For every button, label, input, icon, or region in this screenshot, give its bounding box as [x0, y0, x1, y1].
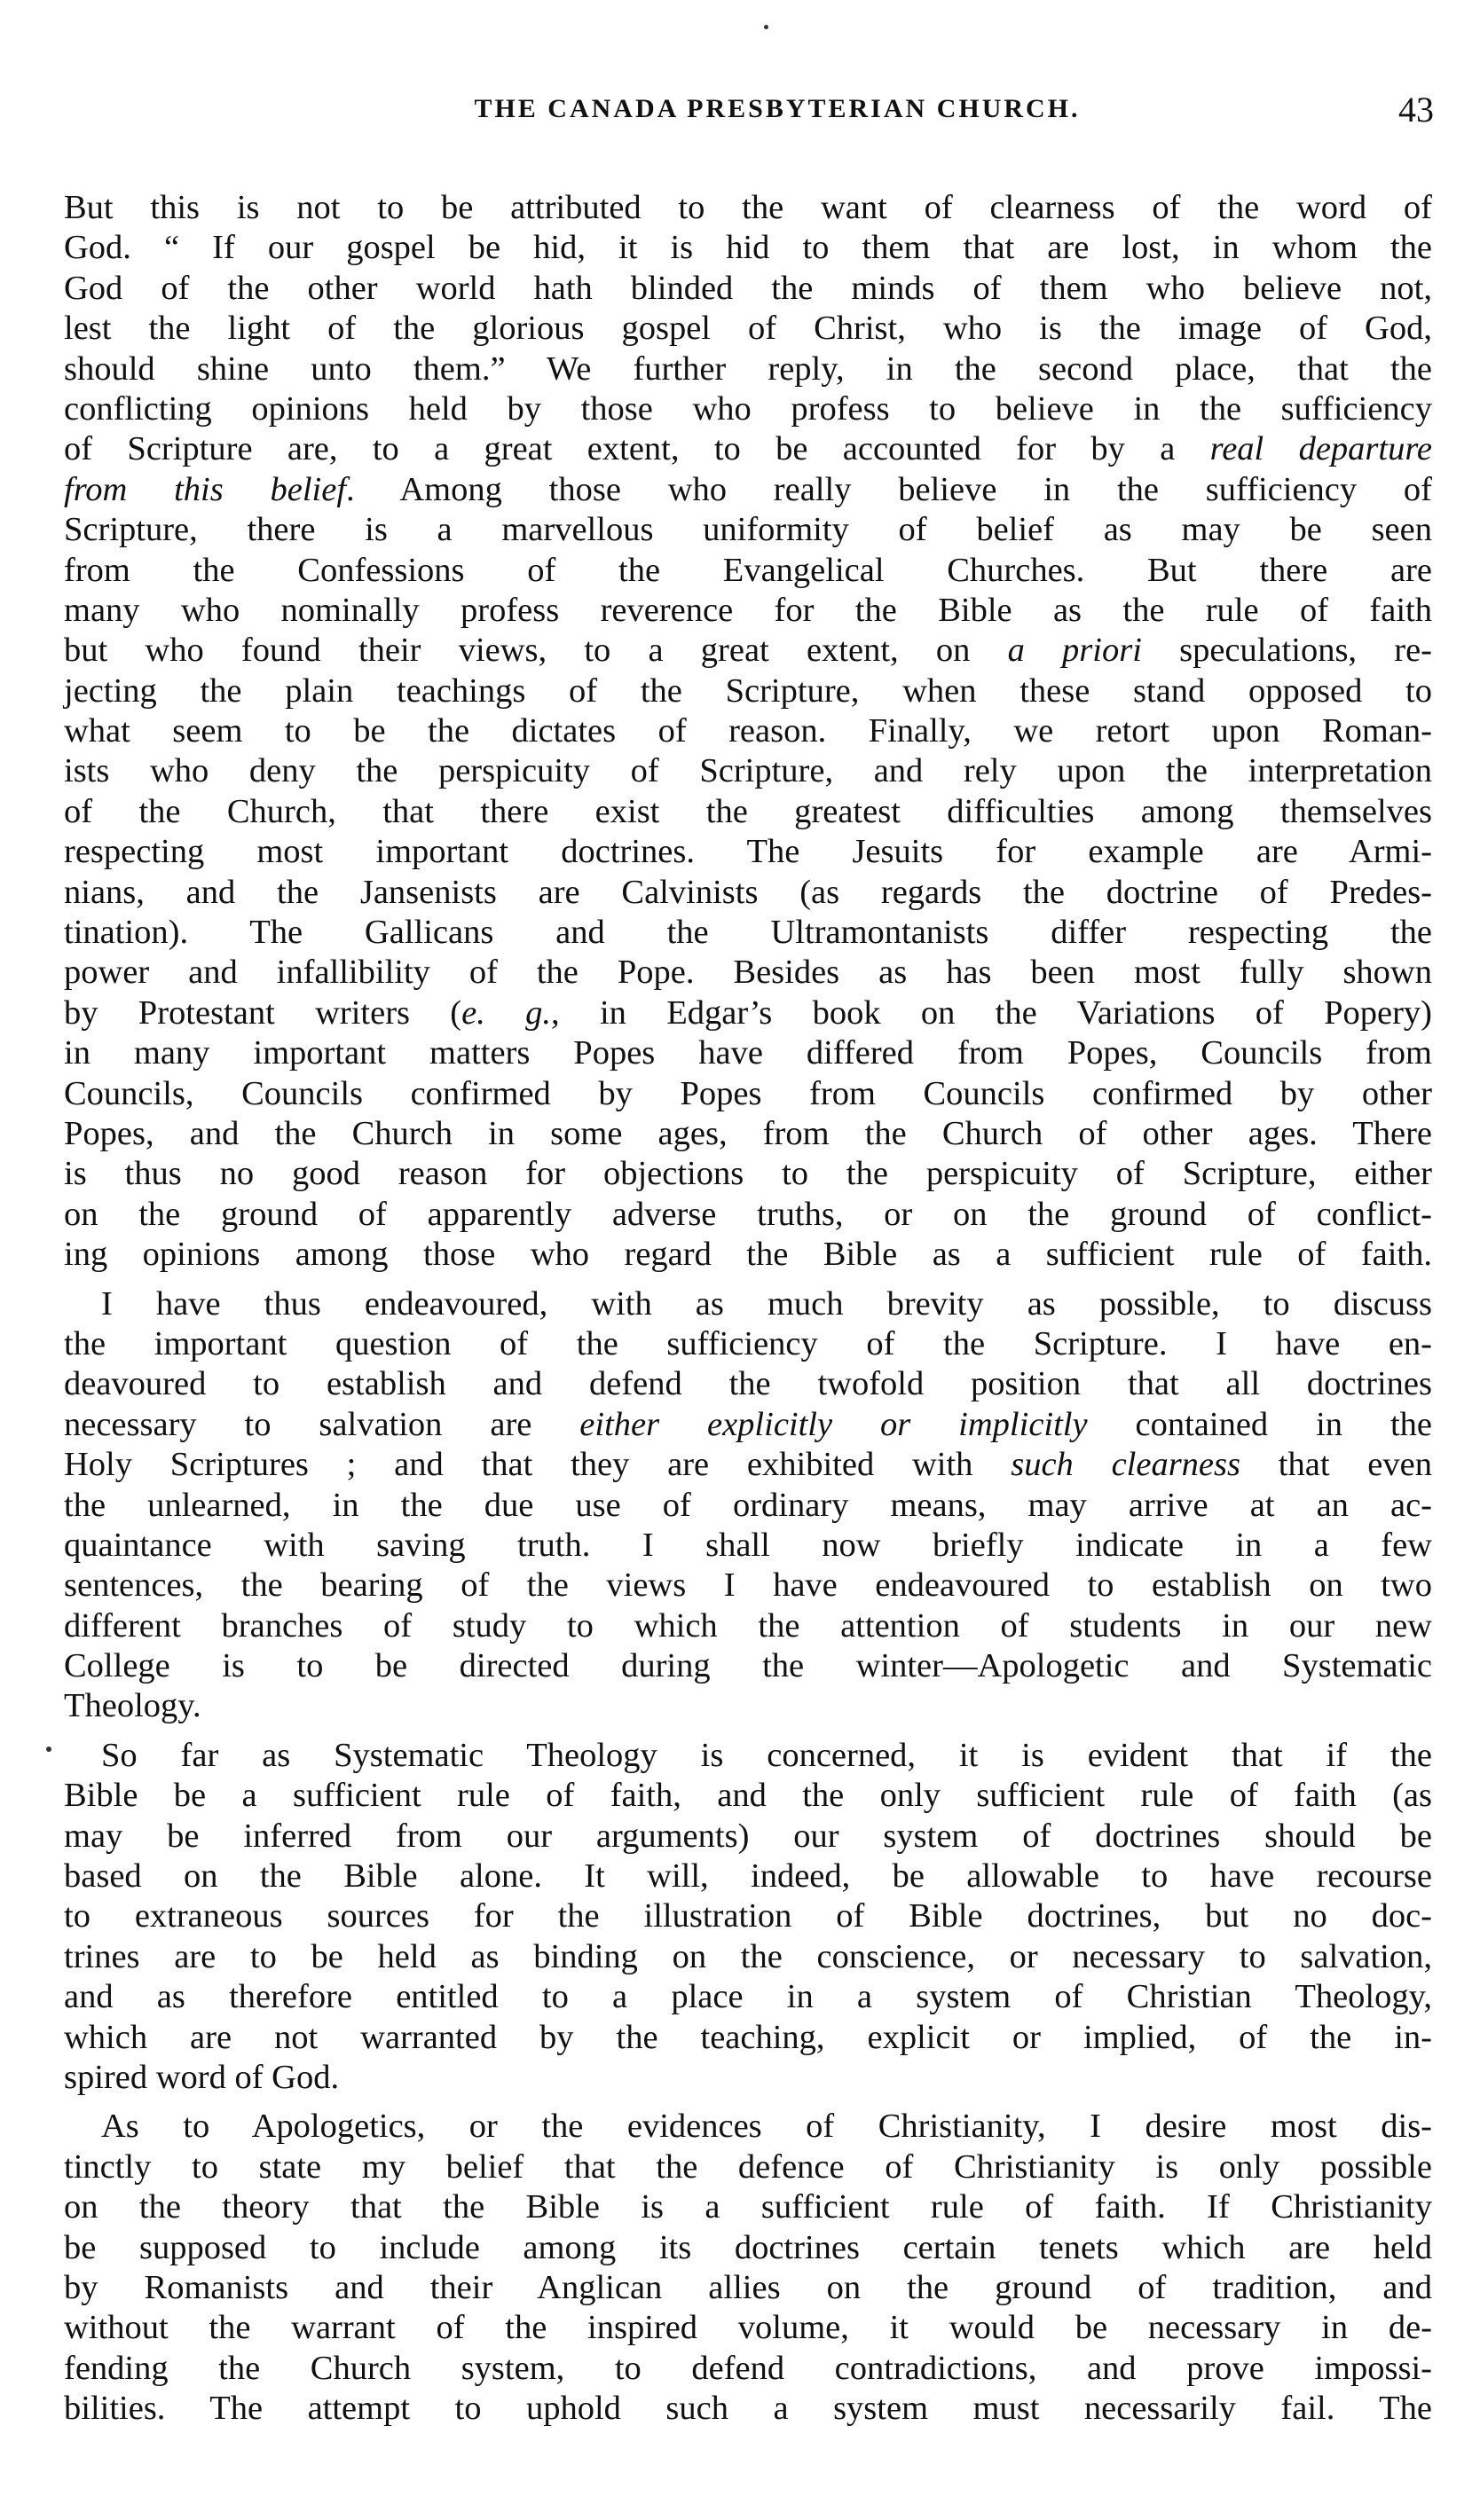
text-line: spired word of God. — [64, 2058, 340, 2096]
text-line: quaintance with saving truth. I shall now briefly indicate in a few — [64, 1526, 1432, 1564]
text-line: on the theory that the Bible is a sufficient rule of faith. If Christianity — [64, 2188, 1432, 2226]
text-line: I have thus endeavoured, with as much brevity as possible, to discuss — [101, 1284, 1432, 1323]
text-line: lest the light of the glorious gospel of Christ, who is the image of God, — [64, 310, 1432, 348]
text-line: and as therefore entitled to a place in a system of Christian Theology, — [64, 1978, 1432, 2016]
text-line: respecting most important doctrines. The Jesuits for example are Armi- — [64, 833, 1432, 871]
body-text — [64, 188, 1432, 2429]
text-line: which are not warranted by the teaching, explicit or implied, of the in- — [64, 2018, 1432, 2056]
running-head — [67, 89, 1434, 142]
text-line: jecting the plain teachings of the Scripture, when these stand opposed to — [64, 671, 1432, 710]
text-line: tinctly to state my belief that the defence of Christianity is only possible — [64, 2147, 1432, 2186]
text-line: is thus no good reason for objections to the perspicuity of Scripture, either — [64, 1155, 1432, 1193]
text-line: Councils, Councils confirmed by Popes from Councils confirmed by other — [64, 1074, 1432, 1112]
running-title: THE CANADA PRESBYTERIAN CHURCH. — [474, 94, 1081, 123]
text-line: may be inferred from our arguments) our system of doctrines should be — [64, 1817, 1432, 1855]
paragraph-3 — [64, 1736, 1432, 2099]
text-line: from the Confessions of the Evangelical Churches. But there are — [64, 551, 1432, 589]
text-line: without the warrant of the inspired volume, it would be necessary in de- — [64, 2309, 1432, 2347]
margin-mark — [46, 1747, 51, 1752]
text-line: should shine unto them.” We further reply, in the second place, that the — [64, 349, 1432, 388]
text-line: on the ground of apparently adverse truths, or on the ground of conflict- — [64, 1195, 1432, 1233]
text-line: fending the Church system, to defend contradictions, and prove impossi- — [64, 2349, 1432, 2387]
text-line: As to Apologetics, or the evidences of Christianity, I desire most dis- — [101, 2108, 1432, 2146]
text-line: what seem to be the dictates of reason. Finally, we retort upon Roman- — [64, 712, 1432, 750]
text-line: Scripture, there is a marvellous uniformity of belief as may be seen — [64, 511, 1432, 549]
text-line: by Protestant writers (e. g., in Edgar’s book on the Variations of Popery) — [64, 993, 1433, 1032]
text-line: Holy Scriptures ; and that they are exhibited with such clearness that even — [64, 1446, 1432, 1484]
text-line: power and infallibility of the Pope. Besides as has been most fully shown — [64, 954, 1432, 992]
text-line: Bible be a sufficient rule of faith, and the only sufficient rule of faith (as — [64, 1777, 1432, 1815]
text-line: different branches of study to which the attention of students in our new — [64, 1606, 1432, 1645]
text-line: Theology. — [64, 1687, 201, 1725]
text-line: of Scripture are, to a great extent, to be accounted for by a real departure — [64, 430, 1432, 468]
text-line: Popes, and the Church in some ages, from the Church of other ages. There — [64, 1114, 1432, 1152]
text-line: tination). The Gallicans and the Ultramontanists differ respecting the — [64, 914, 1432, 952]
text-line: to extraneous sources for the illustration of Bible doctrines, but no doc- — [64, 1897, 1432, 1935]
text-line: many who nominally profess reverence for the Bible as the rule of faith — [64, 591, 1432, 629]
text-line: nians, and the Jansenists are Calvinists (as regards the doctrine of Predes- — [64, 873, 1432, 911]
text-line: God. “ If our gospel be hid, it is hid to them that are lost, in whom the — [64, 229, 1432, 267]
text-line: bilities. The attempt to uphold such a system must necessarily fail. The — [64, 2390, 1432, 2428]
paragraph-1 — [64, 188, 1432, 1276]
text-line: by Romanists and their Anglican allies on the ground of tradition, and — [64, 2268, 1432, 2306]
text-line: be supposed to include among its doctrines certain tenets which are held — [64, 2228, 1432, 2266]
text-line: in many important matters Popes have differed from Popes, Councils from — [64, 1034, 1432, 1072]
paragraph-2 — [64, 1284, 1432, 1727]
paragraph-4 — [64, 2107, 1432, 2429]
text-line: deavoured to establish and defend the twofold position that all doctrines — [64, 1365, 1432, 1403]
text-line: from this belief. Among those who really believe in the sufficiency of — [64, 470, 1432, 508]
text-line: but who found their views, to a great extent, on a priori speculations, re- — [64, 632, 1432, 670]
text-line: based on the Bible alone. It will, indeed, be allowable to have recourse — [64, 1857, 1432, 1896]
text-line: trines are to be held as binding on the conscience, or necessary to salvation, — [64, 1937, 1432, 1975]
page-number: 43 — [1398, 90, 1434, 130]
text-line: But this is not to be attributed to the want of clearness of the word of — [64, 189, 1432, 226]
text-line: sentences, the bearing of the views I have endeavoured to establish on two — [64, 1566, 1432, 1605]
text-line: So far as Systematic Theology is concerned, it is evident that if the — [101, 1736, 1432, 1774]
text-line: ing opinions among those who regard the Bible as a sufficient rule of faith. — [64, 1236, 1432, 1274]
text-line: the unlearned, in the due use of ordinary means, may arrive at an ac- — [64, 1486, 1432, 1524]
text-line: ists who deny the perspicuity of Scripture, and rely upon the interpretation — [64, 752, 1432, 790]
text-line: College is to be directed during the winter—Apologetic and Systematic — [64, 1647, 1432, 1685]
text-line: conflicting opinions held by those who profess to believe in the sufficiency — [64, 389, 1432, 428]
text-line: of the Church, that there exist the greatest difficulties among themselves — [64, 792, 1432, 830]
text-line: God of the other world hath blinded the minds of them who believe not, — [64, 269, 1432, 307]
text-line: necessary to salvation are either explicitly or implicitly contained in the — [64, 1405, 1433, 1443]
print-speck — [764, 25, 768, 29]
text-line: the important question of the sufficiency of the Scripture. I have en- — [64, 1324, 1432, 1362]
